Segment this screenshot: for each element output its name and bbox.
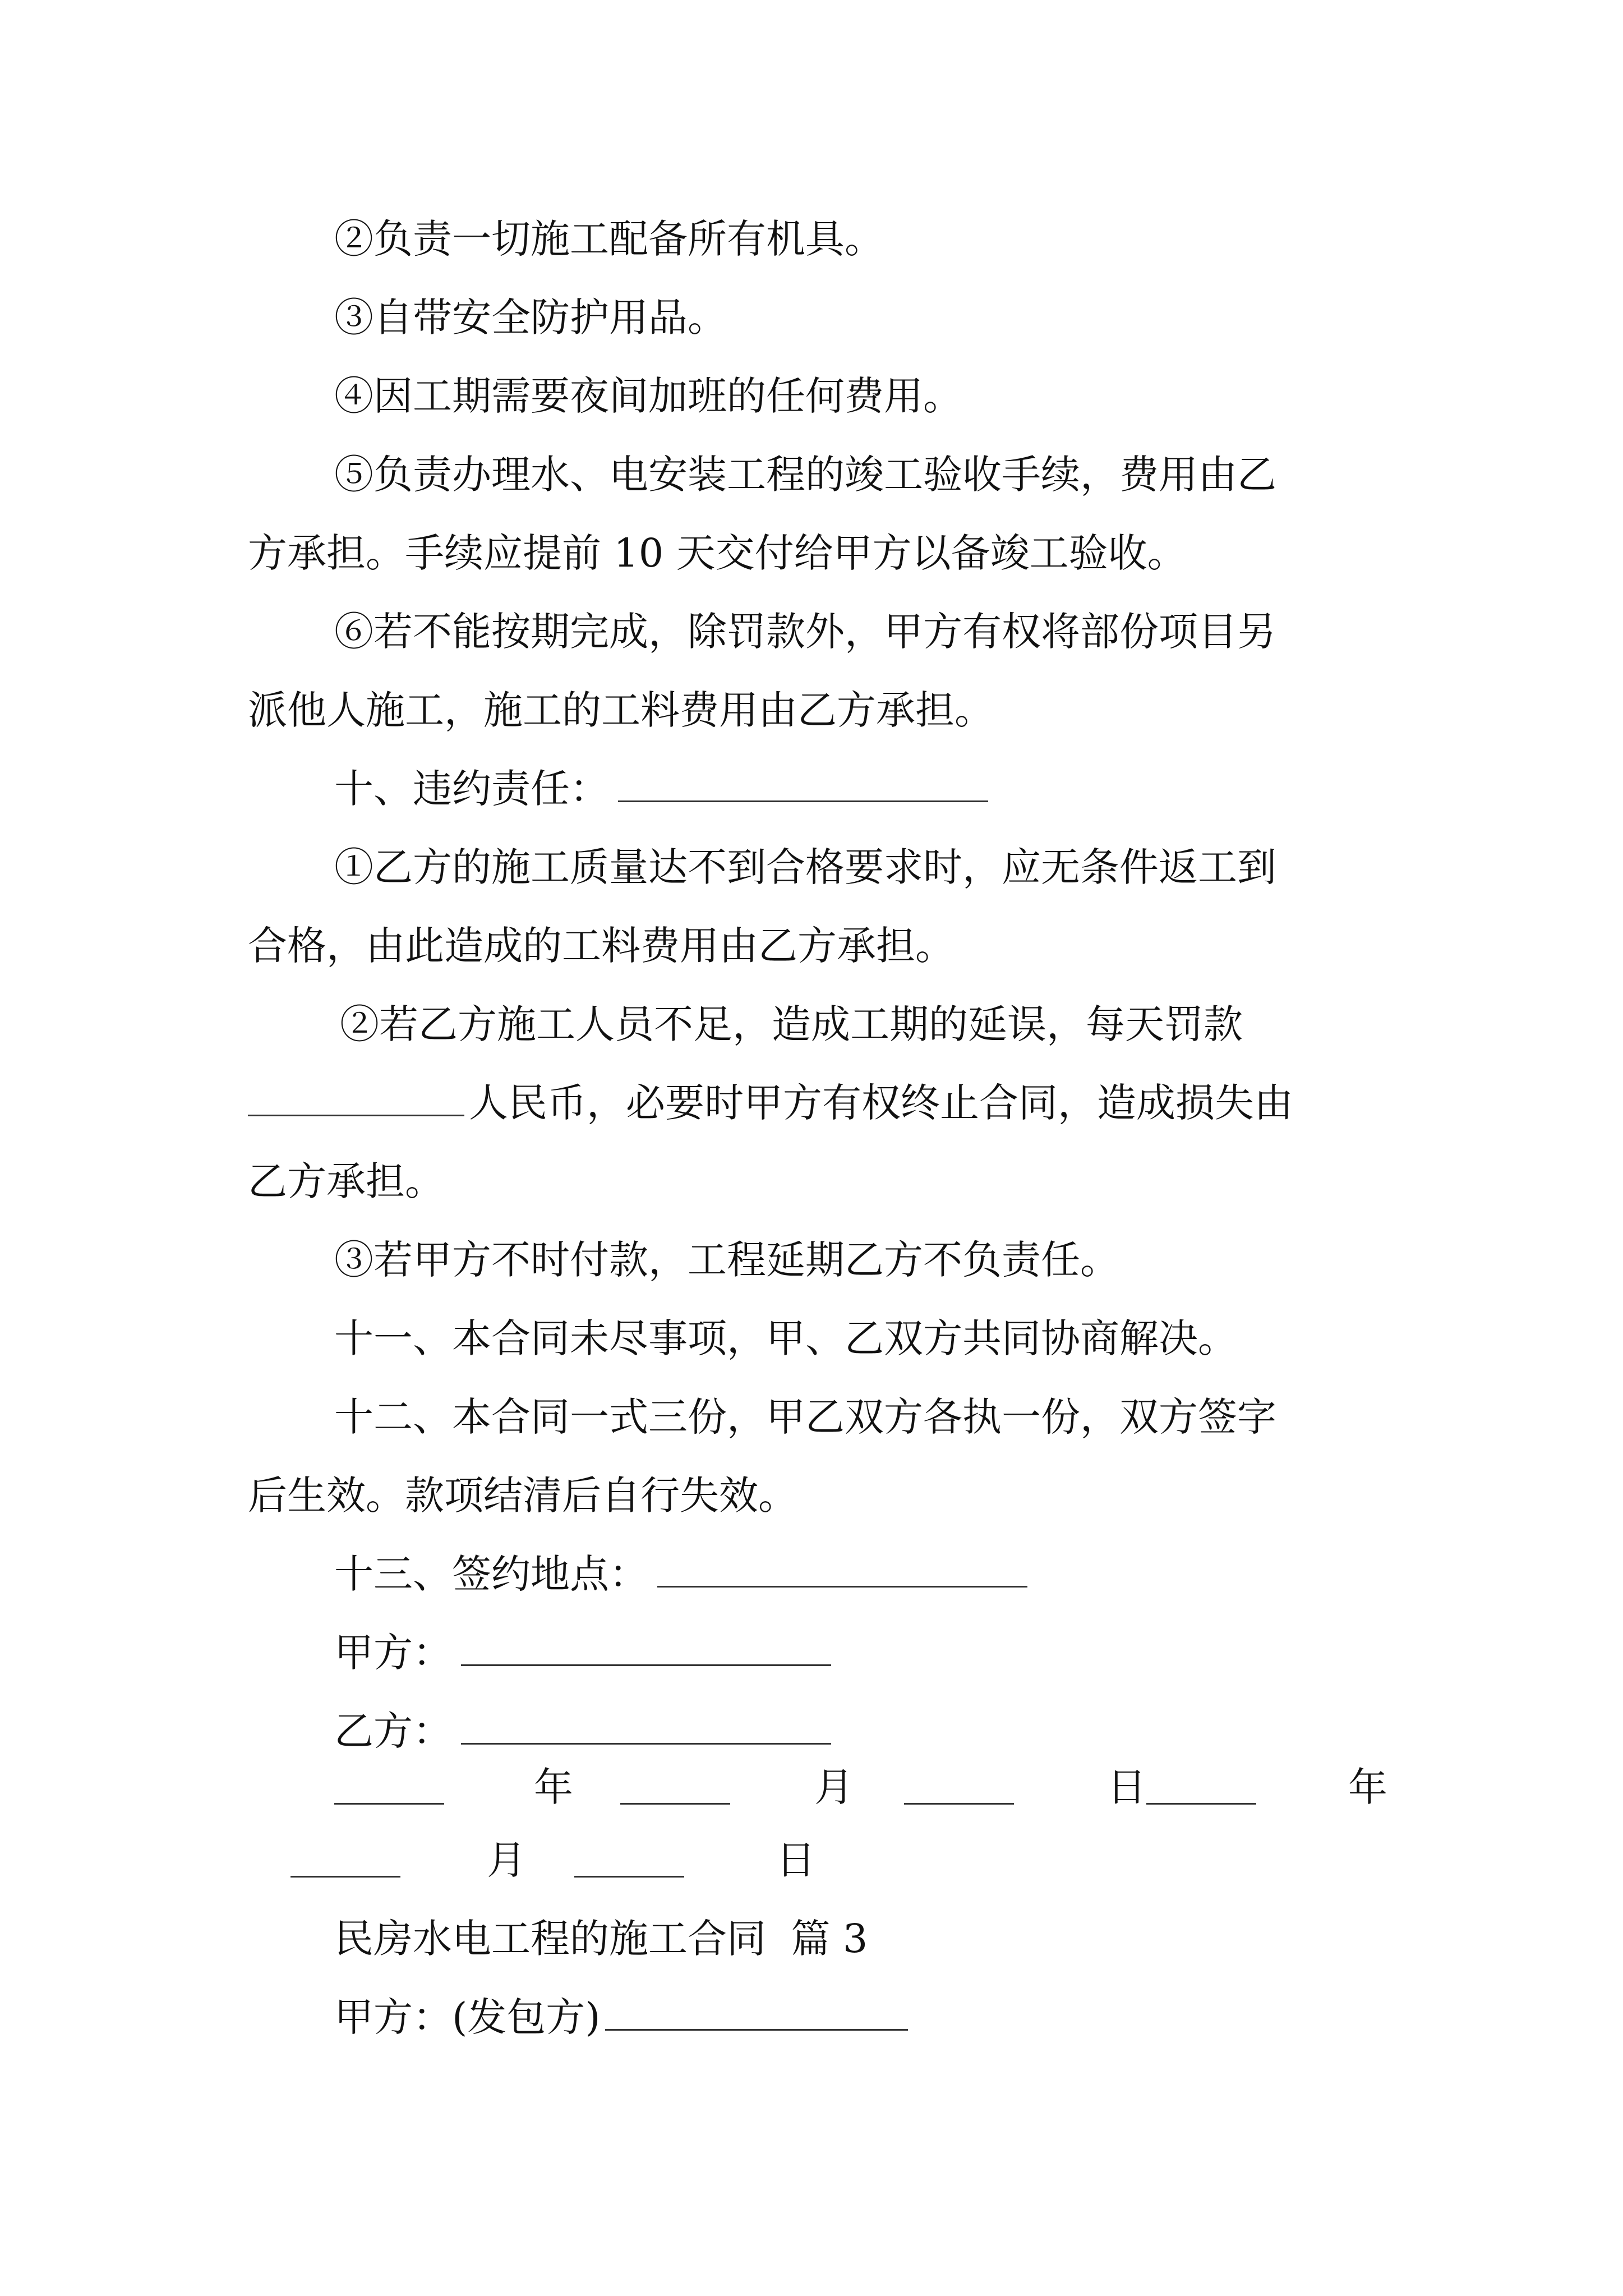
clause-9-4: ④因工期需要夜间加班的任何费用。 [334,373,962,419]
date-row-1 [334,1759,1389,1815]
date-1-day-blank[interactable] [904,1803,1014,1805]
date-1-month-blank[interactable] [620,1803,730,1805]
date-2-day-blank[interactable] [574,1876,684,1878]
clause-10-2-line-3: 乙方承担。 [248,1158,444,1204]
signing-location-blank[interactable] [657,1547,1027,1588]
section-12-line-1: 十二、本合同一式三份，甲乙双方各执一份，双方签字 [334,1394,1276,1440]
clause-9-2: ②负责一切施工配备所有机具。 [334,216,884,262]
penalty-amount-blank[interactable] [248,1075,464,1116]
liability-blank[interactable] [618,761,988,802]
date-2-year-label: 年 [1348,1764,1387,1810]
date-2-year-blank[interactable] [1146,1803,1256,1805]
date-1-month-label: 月 [814,1764,854,1810]
clause-10-2-line-2-text: 人民币，必要时甲方有权终止合同，造成损失由 [469,1080,1293,1126]
party-b-blank[interactable] [461,1704,831,1745]
party-a-label: 甲方： [334,1630,452,1676]
party-a-blank[interactable] [461,1625,831,1666]
clause-10-3: ③若甲方不时付款，工程延期乙方不负责任。 [334,1237,1119,1283]
clause-9-6-line-1: ⑥若不能按期完成，除罚款外，甲方有权将部份项目另 [334,609,1276,655]
clause-9-3: ③自带安全防护用品。 [334,295,727,341]
date-1-year-label: 年 [534,1764,573,1810]
clause-10-1-line-1: ①乙方的施工质量达不到合格要求时，应无条件返工到 [334,844,1276,890]
clause-9-5-line-1: ⑤负责办理水、电安装工程的竣工验收手续，费用由乙 [334,452,1276,498]
party-b-label: 乙方： [334,1708,452,1754]
date-2-month-label: 月 [487,1837,526,1883]
date-2-day-label: 日 [776,1837,815,1883]
clause-9-5-line-2: 方承担。手续应提前 10 天交付给甲方以备竣工验收。 [248,530,1187,576]
date-1-day-label: 日 [1107,1764,1146,1810]
contract-3-party-a-blank[interactable] [605,1990,908,2031]
clause-9-6-line-2: 派他人施工，施工的工料费用由乙方承担。 [248,687,994,733]
contract-3-party-a-label: 甲方：(发包方) [334,1994,601,2040]
date-1-year-blank[interactable] [334,1803,444,1805]
clause-10-1-line-2: 合格，由此造成的工料费用由乙方承担。 [248,923,955,969]
section-12-line-2: 后生效。款项结清后自行失效。 [248,1473,797,1519]
section-10-label: 十、违约责任： [334,766,609,812]
section-10-heading [334,761,988,817]
date-row-2 [291,1832,851,1888]
clause-10-2-line-2 [248,1075,1293,1131]
party-b-signature [334,1703,831,1759]
contract-3-party-a [334,1989,908,2045]
date-2-month-blank[interactable] [291,1876,400,1878]
party-a-signature [334,1625,831,1681]
section-13-label: 十三、签约地点： [334,1551,648,1597]
section-13 [334,1546,1027,1602]
section-11: 十一、本合同未尽事项，甲、乙双方共同协商解决。 [334,1315,1237,1361]
contract-3-heading: 民房水电工程的施工合同 篇 3 [334,1916,868,1962]
clause-10-2-line-1: ②若乙方施工人员不足，造成工期的延误，每天罚款 [340,1001,1243,1047]
